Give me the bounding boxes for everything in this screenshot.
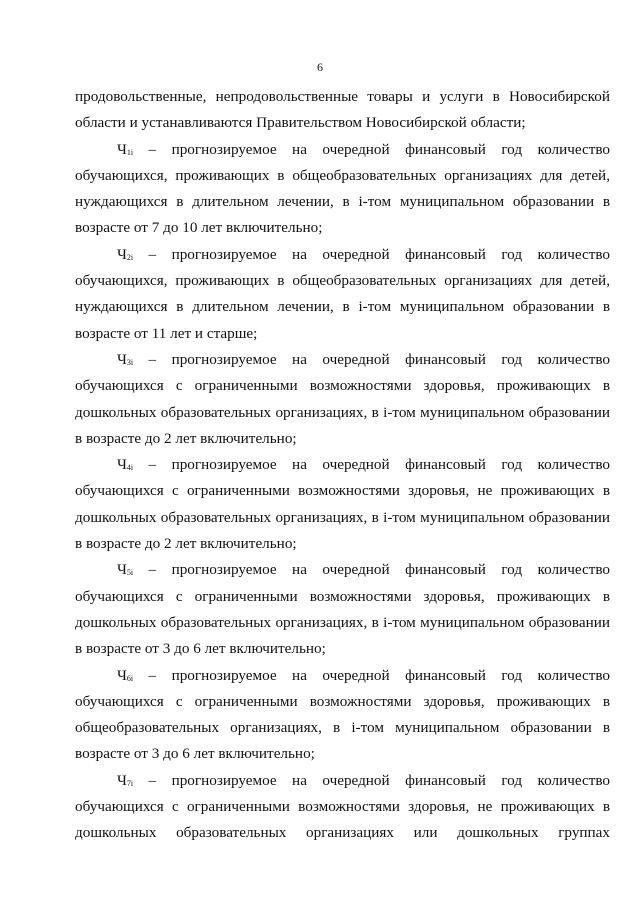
definition-ch4	[75, 452, 610, 557]
variable-symbol: $Ч_{3i}$	[117, 350, 134, 368]
variable-symbol: $Ч_{2i}$	[117, 245, 134, 263]
definition-text: – прогнозируемое на очередной финансовый год количество обучающихся с ограниченными возможностями здоровья, проживающих в дошкольных образовательных организациях, в i-том муниципальном образовании в возрасте до 2 лет включительно;	[75, 350, 610, 447]
variable-symbol: $Ч_{1i}$	[117, 140, 134, 158]
definition-text: – прогнозируемое на очередной финансовый год количество обучающихся, проживающих в общеобразовательных организациях для детей, нуждающихся в длительном лечении, в i-том муниципальном образовании в возрасте от 11 лет и старше;	[75, 245, 610, 342]
definition-text: – прогнозируемое на очередной финансовый год количество обучающихся с ограниченными возможностями здоровья, не проживающих в дошкольных образовательных организациях или дошкольных группах	[75, 771, 610, 842]
definition-ch6	[75, 663, 610, 768]
variable-symbol: $Ч_{5i}$	[117, 561, 134, 579]
page-number: 6	[317, 60, 323, 74]
definition-ch2	[75, 242, 610, 347]
definition-ch5	[75, 557, 610, 662]
definition-ch1	[75, 137, 610, 242]
variable-symbol: $Ч_{7i}$	[117, 771, 134, 789]
variable-symbol: $Ч_{4i}$	[117, 456, 134, 474]
definition-text: – прогнозируемое на очередной финансовый год количество обучающихся с ограниченными возможностями здоровья, проживающих в дошкольных образовательных организациях, в i-том муниципальном образовании в возрасте от 3 до 6 лет включительно;	[75, 561, 610, 658]
definition-text: – прогнозируемое на очередной финансовый год количество обучающихся, проживающих в общеобразовательных организациях для детей, нуждающихся в длительном лечении, в i-том муниципальном образовании в возрасте от 7 до 10 лет включительно;	[75, 140, 610, 237]
body-text	[75, 84, 610, 847]
definition-text: – прогнозируемое на очередной финансовый год количество обучающихся с ограниченными возможностями здоровья, проживающих в общеобразовательных организациях, в i-том муниципальном образовании в возрасте от 3 до 6 лет включительно;	[75, 666, 610, 763]
definition-text: – прогнозируемое на очередной финансовый год количество обучающихся с ограниченными возможностями здоровья, не проживающих в дошкольных образовательных организациях, в i-том муниципальном образовании в возрасте до 2 лет включительно;	[75, 456, 610, 553]
definition-ch7	[75, 768, 610, 847]
intro-paragraph: продовольственные, непродовольственные товары и услуги в Новосибирской области и устанавливаются Правительством Новосибирской области;	[75, 88, 610, 132]
variable-symbol: $Ч_{6i}$	[117, 666, 134, 684]
definition-ch3	[75, 347, 610, 452]
